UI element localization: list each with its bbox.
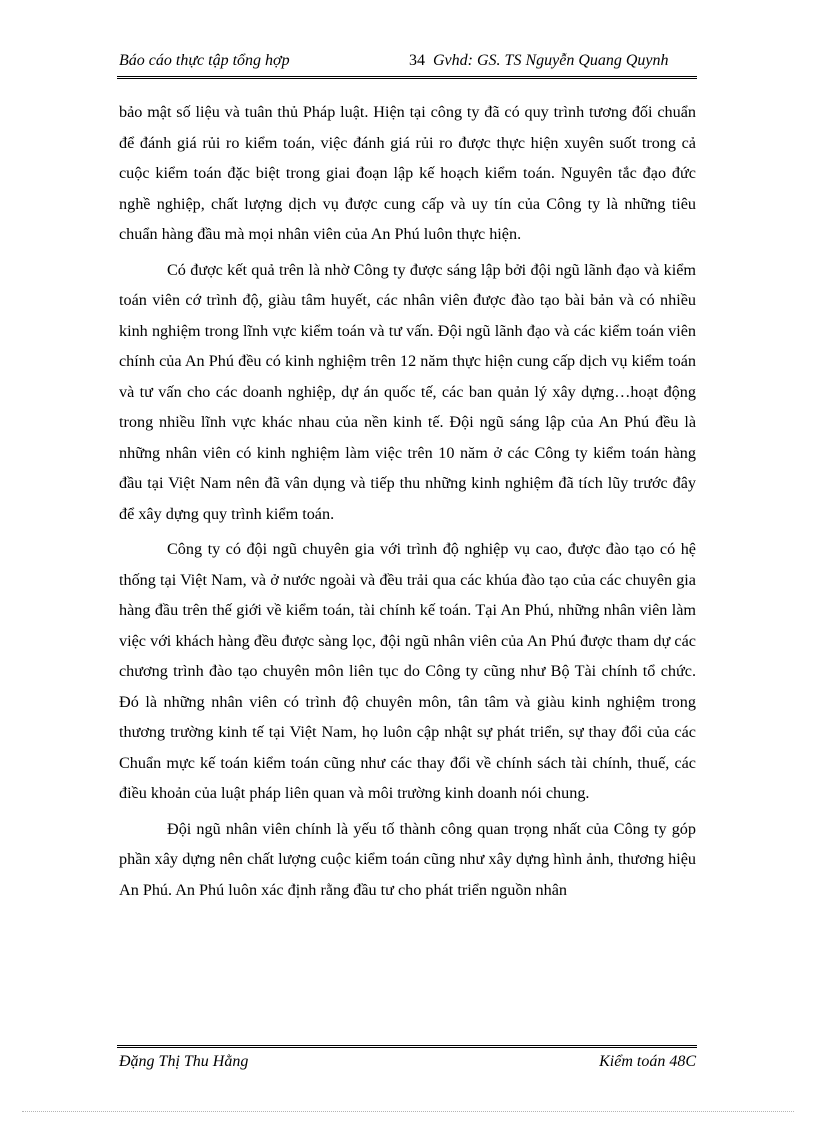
paragraph-2: Có được kết quả trên là nhờ Công ty được sáng lập bởi đội ngũ lãnh đạo và kiểm toán viên cớ trình độ, giàu tâm huyết, các nhân viên được đào tạo bài bản và có nhiều kinh nghiệm trong lĩnh vực kiểm toán và tư vấn. Đội ngũ lãnh đạo và các kiểm toán viên chính của An Phú đều có kinh nghiệm trên 12 năm thực hiện cung cấp dịch vụ kiểm toán và tư vấn cho các doanh nghiệp, dự án quốc tế, các ban quản lý xây dựng…hoạt động trong nhiều lĩnh vực khác nhau của nền kinh tế. Đội ngũ sáng lập của An Phú đều là những nhân viên có kinh nghiệm làm việc trên 10 năm ở các Công ty kiểm toán hàng đầu tại Việt Nam nên đã vân dụng và tiếp thu những kinh nghiệm đã tích lũy trước đây để xây dựng quy trình kiểm toán. xyxy=(119,260,696,523)
class-name: Kiểm toán 48C xyxy=(599,1053,696,1070)
page-footer xyxy=(119,1051,696,1073)
footer-rule xyxy=(117,1045,697,1048)
header-rule xyxy=(117,76,697,79)
paragraph-1: bảo mật số liệu và tuân thủ Pháp luật. Hiện tại công ty đã có quy trình tương đối chuẩn để đánh giá rủi ro kiểm toán, việc đánh giá rủi ro được thực hiện xuyên suốt trong cả cuộc kiểm toán đặc biệt trong giai đoạn lập kế hoạch kiểm toán. Nguyên tắc đạo đức nghề nghiệp, chất lượng dịch vụ được cung cấp và uy tín của Công ty là những tiêu chuẩn hàng đầu mà mọi nhân viên của An Phú luôn thực hiện. xyxy=(119,103,696,243)
page-number: 34 xyxy=(409,52,425,69)
advisor-name: Gvhd: GS. TS Nguyễn Quang Quynh xyxy=(433,52,669,69)
paragraph-4: Đội ngũ nhân viên chính là yếu tố thành công quan trọng nhất của Công ty góp phần xây dựng nên chất lượng cuộc kiểm toán cũng như xây dựng hình ảnh, thương hiệu An Phú. An Phú luôn xác định rằng đầu tư cho phát triển nguồn nhân xyxy=(119,819,696,899)
page-header xyxy=(119,50,695,72)
paragraph-3: Công ty có đội ngũ chuyên gia với trình độ nghiệp vụ cao, được đào tạo có hệ thống tại Việt Nam, và ở nước ngoài và đều trải qua các khúa đào tạo của các chuyên gia hàng đầu trên thế giới về kiểm toán, tài chính kế toán. Tại An Phú, những nhân viên làm việc với khách hàng đều được sàng lọc, đội ngũ nhân viên của An Phú được tham dự các chương trình đào tạo chuyên môn liên tục do Công ty cũng như Bộ Tài chính tổ chức. Đó là những nhân viên có trình độ chuyên môn, tân tâm và giàu kinh nghiệm trong thương trường kinh tế tại Việt Nam, họ luôn cập nhật sự phát triển, sự thay đổi của các Chuẩn mực kế toán kiểm toán cũng như các thay đổi về chính sách tài chính, thuế, các điều khoản của luật pháp liên quan và môi trường kinh doanh nói chung. xyxy=(119,540,696,802)
page-boundary-line xyxy=(22,1111,794,1112)
header-right xyxy=(409,50,669,72)
body-text xyxy=(119,97,696,910)
author-name: Đặng Thị Thu Hằng xyxy=(119,1053,249,1070)
report-title: Báo cáo thực tập tổng hợp xyxy=(119,52,290,69)
